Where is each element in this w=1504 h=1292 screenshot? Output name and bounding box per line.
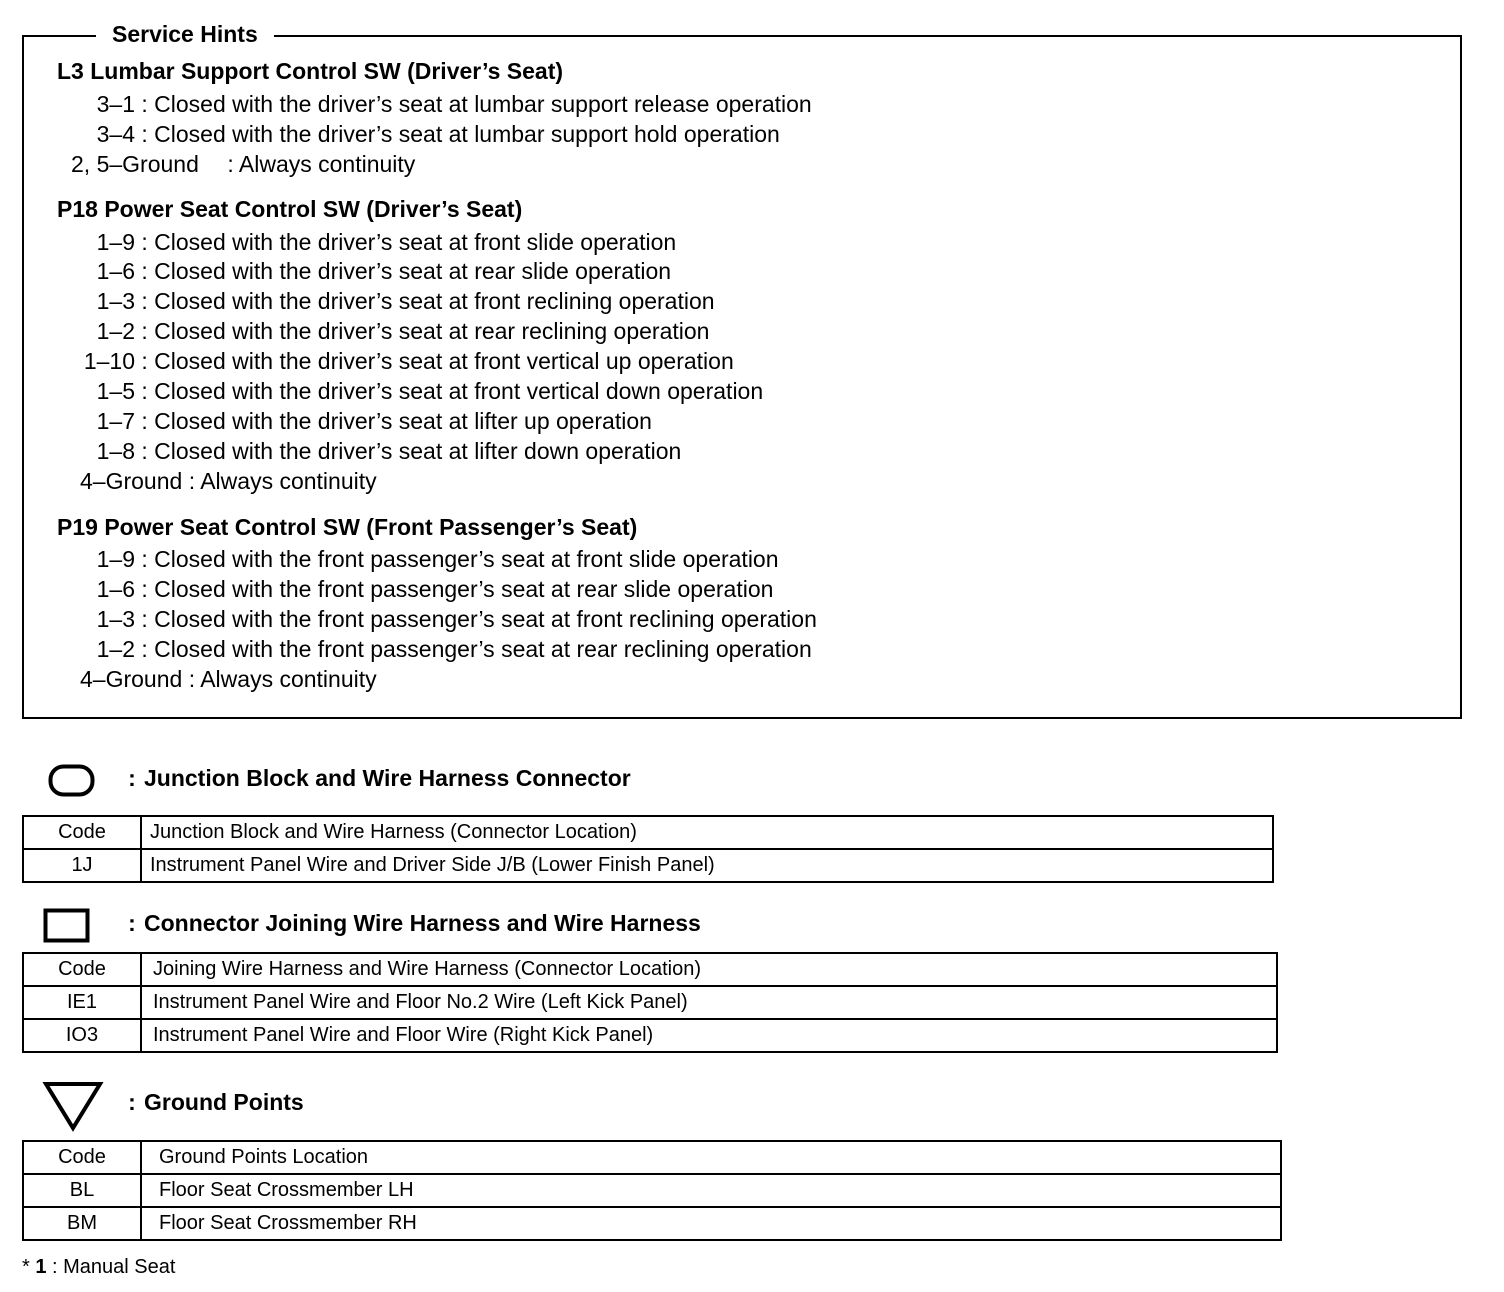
table-row: IE1 Instrument Panel Wire and Floor No.2 Wire (Left Kick Panel) — [23, 986, 1277, 1019]
hint-line: 1–6 : Closed with the driver’s seat at rear slide operation — [96, 258, 672, 284]
footnote: * 1 : Manual Seat — [22, 1256, 176, 1278]
table-header-row: Code Ground Points Location — [23, 1141, 1281, 1174]
service-hints-title: Service Hints — [96, 20, 274, 48]
hint-line: 2, 5–Ground : Always continuity — [71, 151, 416, 177]
rectangle-icon — [43, 908, 91, 944]
hint-line: 1–9 : Closed with the driver’s seat at front slide operation — [96, 229, 677, 255]
hint-line: 4–Ground : Always continuity — [80, 666, 377, 692]
hint-line: 1–2 : Closed with the driver’s seat at rear reclining operation — [96, 318, 710, 344]
table-header-row: Code Junction Block and Wire Harness (Connector Location) — [23, 816, 1273, 849]
table-header-row: Code Joining Wire Harness and Wire Harness (Connector Location) — [23, 953, 1277, 986]
section-header-l3: L3 Lumbar Support Control SW (Driver’s Seat) — [57, 58, 564, 84]
hint-line: 1–6 : Closed with the front passenger’s seat at rear slide operation — [96, 576, 774, 602]
junction-block-table — [22, 815, 1274, 883]
hint-line: 1–5 : Closed with the driver’s seat at front vertical down operation — [96, 378, 764, 404]
rounded-rect-icon — [48, 764, 96, 798]
connector-joining-legend: : Connector Joining Wire Harness and Wire Harness — [128, 910, 701, 936]
hint-line: 1–8 : Closed with the driver’s seat at lifter down operation — [96, 438, 682, 464]
triangle-down-icon — [42, 1080, 104, 1132]
table-row: BM Floor Seat Crossmember RH — [23, 1207, 1281, 1240]
hint-line: 1–7 : Closed with the driver’s seat at lifter up operation — [96, 408, 652, 434]
hint-line: 1–10 : Closed with the driver’s seat at front vertical up operation — [83, 348, 734, 374]
hint-line: 1–3 : Closed with the driver’s seat at front reclining operation — [96, 288, 715, 314]
hint-line: 1–2 : Closed with the front passenger’s seat at rear reclining operation — [96, 636, 812, 662]
table-row: IO3 Instrument Panel Wire and Floor Wire (Right Kick Panel) — [23, 1019, 1277, 1052]
section-header-p19: P19 Power Seat Control SW (Front Passenger’s Seat) — [57, 514, 638, 540]
hint-line: 3–1 : Closed with the driver’s seat at lumbar support release operation — [96, 91, 812, 117]
ground-points-table — [22, 1140, 1282, 1241]
table-row: BL Floor Seat Crossmember LH — [23, 1174, 1281, 1207]
hint-line: 3–4 : Closed with the driver’s seat at lumbar support hold operation — [96, 121, 780, 147]
ground-points-legend: : Ground Points — [128, 1089, 304, 1115]
hint-line: 1–9 : Closed with the front passenger’s seat at front slide operation — [96, 546, 779, 572]
hint-line: 4–Ground : Always continuity — [80, 468, 377, 494]
hint-line: 1–3 : Closed with the front passenger’s seat at front reclining operation — [96, 606, 817, 632]
table-row: 1J Instrument Panel Wire and Driver Side J/B (Lower Finish Panel) — [23, 849, 1273, 882]
connector-joining-table — [22, 952, 1278, 1053]
section-header-p18: P18 Power Seat Control SW (Driver’s Seat) — [57, 196, 523, 222]
junction-block-legend: : Junction Block and Wire Harness Connector — [128, 765, 631, 791]
